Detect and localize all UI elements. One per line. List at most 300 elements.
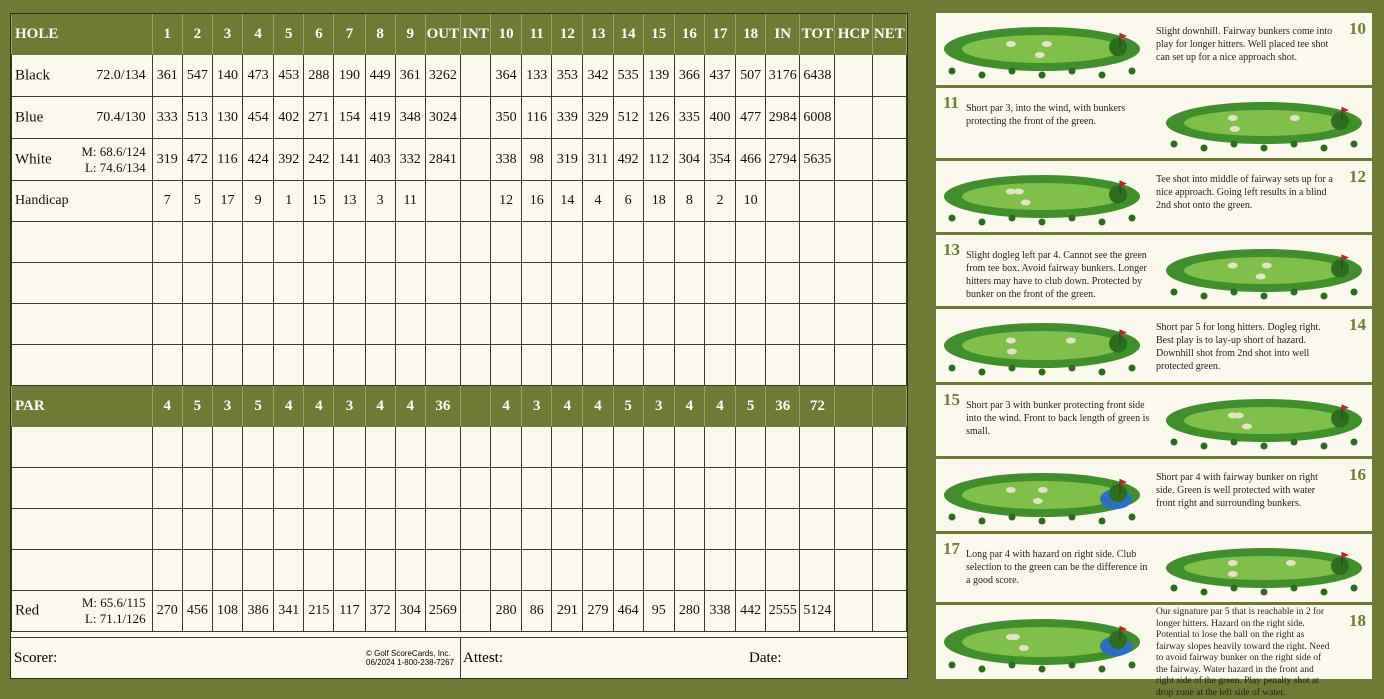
- score-entry-cell[interactable]: [212, 550, 242, 591]
- score-entry-cell[interactable]: [425, 427, 460, 468]
- score-entry-cell[interactable]: [152, 304, 182, 345]
- score-entry-cell[interactable]: [212, 345, 242, 386]
- score-entry-cell[interactable]: [674, 427, 704, 468]
- score-entry-cell[interactable]: [395, 550, 425, 591]
- score-entry-cell[interactable]: [182, 304, 212, 345]
- score-entry-cell[interactable]: [800, 304, 835, 345]
- score-entry-cell[interactable]: [334, 222, 365, 263]
- player-row-5: [12, 427, 907, 468]
- score-entry-cell[interactable]: [212, 304, 242, 345]
- score-entry-cell[interactable]: [835, 550, 872, 591]
- score-entry-cell[interactable]: [613, 468, 643, 509]
- score-entry-cell[interactable]: [274, 263, 304, 304]
- score-entry-cell[interactable]: [552, 304, 583, 345]
- hole-number-6: 6: [304, 15, 334, 55]
- yardage-cell: 424: [243, 139, 274, 181]
- tee-label-red: [12, 591, 153, 632]
- score-entry-cell[interactable]: [583, 345, 613, 386]
- score-entry-cell[interactable]: [425, 345, 460, 386]
- score-entry-cell[interactable]: [395, 468, 425, 509]
- score-entry-cell[interactable]: [522, 263, 552, 304]
- score-entry-cell[interactable]: [460, 550, 490, 591]
- hole-number-16: 16: [674, 15, 704, 55]
- score-entry-cell[interactable]: [491, 304, 522, 345]
- score-entry-cell[interactable]: [425, 468, 460, 509]
- score-entry-cell[interactable]: [800, 263, 835, 304]
- score-entry-cell[interactable]: [552, 509, 583, 550]
- score-entry-cell[interactable]: [800, 550, 835, 591]
- in-label: IN: [766, 15, 800, 55]
- score-entry-cell[interactable]: [491, 550, 522, 591]
- hole-panel-17: [936, 534, 1372, 602]
- score-entry-cell[interactable]: [643, 263, 674, 304]
- hcp-cell: [835, 139, 872, 181]
- hcp-cell: [835, 591, 872, 632]
- handicap-cell: 8: [674, 181, 704, 222]
- score-entry-cell[interactable]: [613, 263, 643, 304]
- player-name-cell[interactable]: [12, 468, 153, 509]
- score-entry-cell[interactable]: [583, 468, 613, 509]
- score-entry-cell[interactable]: [704, 222, 735, 263]
- score-entry-cell[interactable]: [152, 427, 182, 468]
- tee-rating: [81, 144, 145, 176]
- score-entry-cell[interactable]: [643, 550, 674, 591]
- score-entry-cell[interactable]: [674, 222, 704, 263]
- net-cell: [872, 97, 906, 139]
- scorecard: [10, 13, 908, 679]
- handicap-cell: 7: [152, 181, 182, 222]
- net-cell: [872, 386, 906, 427]
- player-name-cell[interactable]: [12, 263, 153, 304]
- handicap-cell: 13: [334, 181, 365, 222]
- score-entry-cell[interactable]: [643, 345, 674, 386]
- score-entry-cell[interactable]: [835, 509, 872, 550]
- yardage-cell: 400: [704, 97, 735, 139]
- handicap-cell: 2: [704, 181, 735, 222]
- score-entry-cell[interactable]: [425, 263, 460, 304]
- score-entry-cell[interactable]: [643, 509, 674, 550]
- score-entry-cell[interactable]: [736, 468, 766, 509]
- par-cell: 5: [736, 386, 766, 427]
- par-cell: 3: [522, 386, 552, 427]
- score-entry-cell[interactable]: [491, 345, 522, 386]
- score-entry-cell[interactable]: [365, 509, 395, 550]
- score-entry-cell[interactable]: [491, 222, 522, 263]
- par-cell: 4: [583, 386, 613, 427]
- net-cell: [872, 181, 906, 222]
- score-entry-cell[interactable]: [522, 304, 552, 345]
- score-entry-cell[interactable]: [425, 550, 460, 591]
- score-entry-cell[interactable]: [212, 509, 242, 550]
- par-cell: 4: [152, 386, 182, 427]
- score-entry-cell[interactable]: [182, 263, 212, 304]
- yardage-cell: 350: [491, 97, 522, 139]
- yardage-cell: 280: [491, 591, 522, 632]
- score-entry-cell[interactable]: [460, 427, 490, 468]
- score-entry-cell[interactable]: [334, 468, 365, 509]
- score-entry-cell[interactable]: [872, 304, 906, 345]
- score-entry-cell[interactable]: [552, 222, 583, 263]
- score-entry-cell[interactable]: [736, 427, 766, 468]
- yardage-cell: 108: [212, 591, 242, 632]
- hole-panel-18: [936, 605, 1372, 698]
- score-entry-cell[interactable]: [152, 345, 182, 386]
- score-entry-cell[interactable]: [212, 222, 242, 263]
- score-entry-cell[interactable]: [674, 468, 704, 509]
- yardage-cell: 116: [522, 97, 552, 139]
- score-entry-cell[interactable]: [182, 345, 212, 386]
- score-entry-cell[interactable]: [674, 304, 704, 345]
- score-entry-cell[interactable]: [304, 427, 334, 468]
- score-entry-cell[interactable]: [460, 345, 490, 386]
- score-entry-cell[interactable]: [274, 509, 304, 550]
- score-entry-cell[interactable]: [583, 263, 613, 304]
- score-entry-cell[interactable]: [182, 509, 212, 550]
- score-entry-cell[interactable]: [182, 468, 212, 509]
- score-entry-cell[interactable]: [152, 550, 182, 591]
- player-name-cell[interactable]: [12, 550, 153, 591]
- score-entry-cell[interactable]: [243, 468, 274, 509]
- tee-row-white: [12, 139, 907, 181]
- score-entry-cell[interactable]: [212, 468, 242, 509]
- yardage-cell: 333: [152, 97, 182, 139]
- score-entry-cell[interactable]: [835, 304, 872, 345]
- hole-description: Short par 3, into the wind, with bunkers protecting the front of the green.: [966, 103, 1126, 127]
- score-entry-cell[interactable]: [152, 509, 182, 550]
- player-name-cell[interactable]: [12, 509, 153, 550]
- score-entry-cell[interactable]: [704, 345, 735, 386]
- score-entry-cell[interactable]: [460, 509, 490, 550]
- score-entry-cell[interactable]: [835, 427, 872, 468]
- par-cell: 4: [552, 386, 583, 427]
- hole-number: 16: [1349, 465, 1366, 484]
- hole-map-icon: [1160, 235, 1368, 306]
- score-entry-cell[interactable]: [643, 427, 674, 468]
- score-entry-cell[interactable]: [460, 222, 490, 263]
- score-entry-cell[interactable]: [674, 263, 704, 304]
- score-entry-cell[interactable]: [674, 550, 704, 591]
- score-entry-cell[interactable]: [835, 468, 872, 509]
- score-entry-cell[interactable]: [182, 427, 212, 468]
- score-entry-cell[interactable]: [460, 263, 490, 304]
- score-entry-cell[interactable]: [274, 427, 304, 468]
- score-entry-cell[interactable]: [613, 509, 643, 550]
- score-entry-cell[interactable]: [274, 550, 304, 591]
- hcp-cell: [835, 97, 872, 139]
- score-entry-cell[interactable]: [835, 222, 872, 263]
- hole-number-18: 18: [736, 15, 766, 55]
- score-entry-cell[interactable]: [243, 263, 274, 304]
- score-entry-cell[interactable]: [674, 509, 704, 550]
- score-entry-cell[interactable]: [182, 550, 212, 591]
- score-entry-cell[interactable]: [522, 427, 552, 468]
- score-entry-cell[interactable]: [522, 222, 552, 263]
- score-entry-cell[interactable]: [274, 468, 304, 509]
- score-entry-cell[interactable]: [872, 509, 906, 550]
- score-entry-cell[interactable]: [583, 427, 613, 468]
- score-entry-cell[interactable]: [304, 263, 334, 304]
- score-entry-cell[interactable]: [395, 222, 425, 263]
- score-entry-cell[interactable]: [800, 222, 835, 263]
- score-entry-cell[interactable]: [243, 427, 274, 468]
- score-entry-cell[interactable]: [613, 304, 643, 345]
- score-entry-cell[interactable]: [212, 427, 242, 468]
- score-entry-cell[interactable]: [766, 468, 800, 509]
- score-entry-cell[interactable]: [243, 509, 274, 550]
- score-entry-cell[interactable]: [460, 468, 490, 509]
- player-row-4: [12, 345, 907, 386]
- score-entry-cell[interactable]: [395, 509, 425, 550]
- score-entry-cell[interactable]: [583, 222, 613, 263]
- score-entry-cell[interactable]: [365, 263, 395, 304]
- score-entry-cell[interactable]: [425, 304, 460, 345]
- yardage-cell: 154: [334, 97, 365, 139]
- player-name-cell[interactable]: [12, 304, 153, 345]
- tee-row-blue: [12, 97, 907, 139]
- score-entry-cell[interactable]: [395, 345, 425, 386]
- score-entry-cell[interactable]: [460, 304, 490, 345]
- score-entry-cell[interactable]: [643, 304, 674, 345]
- score-entry-cell[interactable]: [872, 222, 906, 263]
- score-entry-cell[interactable]: [800, 468, 835, 509]
- player-row-6: [12, 468, 907, 509]
- score-entry-cell[interactable]: [800, 427, 835, 468]
- yardage-cell: 319: [152, 139, 182, 181]
- handicap-cell: 1: [274, 181, 304, 222]
- score-entry-cell[interactable]: [243, 550, 274, 591]
- score-entry-cell[interactable]: [395, 263, 425, 304]
- yardage-cell: 98: [522, 139, 552, 181]
- hole-number: 14: [1349, 315, 1366, 334]
- score-entry-cell[interactable]: [872, 263, 906, 304]
- score-entry-cell[interactable]: [552, 550, 583, 591]
- score-entry-cell[interactable]: [491, 427, 522, 468]
- score-entry-cell[interactable]: [613, 427, 643, 468]
- ladies-rating: L: 74.6/134: [84, 159, 146, 175]
- score-entry-cell[interactable]: [872, 550, 906, 591]
- score-entry-cell[interactable]: [800, 345, 835, 386]
- score-entry-cell[interactable]: [152, 222, 182, 263]
- yardage-cell: 353: [552, 55, 583, 97]
- int-cell: [460, 181, 490, 222]
- score-entry-cell[interactable]: [766, 263, 800, 304]
- score-entry-cell[interactable]: [736, 222, 766, 263]
- yardage-cell: 95: [643, 591, 674, 632]
- score-entry-cell[interactable]: [365, 304, 395, 345]
- score-entry-cell[interactable]: [491, 509, 522, 550]
- out-cell: [425, 181, 460, 222]
- yardage-cell: 535: [613, 55, 643, 97]
- score-entry-cell[interactable]: [736, 345, 766, 386]
- score-entry-cell[interactable]: [835, 345, 872, 386]
- score-entry-cell[interactable]: [704, 304, 735, 345]
- score-entry-cell[interactable]: [491, 468, 522, 509]
- yardage-cell: 304: [395, 591, 425, 632]
- yardage-cell: 319: [552, 139, 583, 181]
- player-name-cell[interactable]: [12, 222, 153, 263]
- par-cell: 4: [674, 386, 704, 427]
- score-entry-cell[interactable]: [334, 509, 365, 550]
- score-entry-cell[interactable]: [522, 550, 552, 591]
- score-entry-cell[interactable]: [613, 222, 643, 263]
- score-entry-cell[interactable]: [613, 345, 643, 386]
- hole-description: Short par 3 with bunker protecting front side into the wind. Front to back length of green is small.: [966, 400, 1150, 437]
- score-entry-cell[interactable]: [704, 550, 735, 591]
- score-entry-cell[interactable]: [304, 304, 334, 345]
- score-entry-cell[interactable]: [835, 263, 872, 304]
- tot-total: 6008: [800, 97, 835, 139]
- hole-number-12: 12: [552, 15, 583, 55]
- score-entry-cell[interactable]: [182, 222, 212, 263]
- yardage-cell: 364: [491, 55, 522, 97]
- yardage-cell: 456: [182, 591, 212, 632]
- score-entry-cell[interactable]: [704, 263, 735, 304]
- in-cell: [766, 181, 800, 222]
- score-entry-cell[interactable]: [274, 304, 304, 345]
- tot-cell: [800, 181, 835, 222]
- header-row: [12, 15, 907, 55]
- score-entry-cell[interactable]: [736, 550, 766, 591]
- score-entry-cell[interactable]: [872, 468, 906, 509]
- score-entry-cell[interactable]: [583, 509, 613, 550]
- score-entry-cell[interactable]: [425, 222, 460, 263]
- score-entry-cell[interactable]: [583, 304, 613, 345]
- yardage-cell: 361: [395, 55, 425, 97]
- score-entry-cell[interactable]: [395, 427, 425, 468]
- score-entry-cell[interactable]: [552, 345, 583, 386]
- handicap-cell: 5: [182, 181, 212, 222]
- score-entry-cell[interactable]: [365, 550, 395, 591]
- score-entry-cell[interactable]: [736, 304, 766, 345]
- score-entry-cell[interactable]: [674, 345, 704, 386]
- score-entry-cell[interactable]: [274, 345, 304, 386]
- tot-label: TOT: [800, 15, 835, 55]
- score-entry-cell[interactable]: [522, 345, 552, 386]
- score-entry-cell[interactable]: [304, 345, 334, 386]
- score-entry-cell[interactable]: [243, 304, 274, 345]
- score-entry-cell[interactable]: [365, 222, 395, 263]
- score-entry-cell[interactable]: [736, 509, 766, 550]
- hole-descriptions-panel: [936, 13, 1372, 698]
- yardage-cell: 477: [736, 97, 766, 139]
- copyright-line-1: © Golf ScoreCards, Inc.: [366, 649, 451, 658]
- hole-number-17: 17: [704, 15, 735, 55]
- score-entry-cell[interactable]: [152, 263, 182, 304]
- hole-number-11: 11: [522, 15, 552, 55]
- score-entry-cell[interactable]: [613, 550, 643, 591]
- hole-description: Tee shot into middle of fairway sets up for a nice approach. Going left results in a blind 2nd shot onto the green.: [1156, 174, 1333, 211]
- score-entry-cell[interactable]: [304, 550, 334, 591]
- score-entry-cell[interactable]: [643, 468, 674, 509]
- score-entry-cell[interactable]: [766, 550, 800, 591]
- hole-map-icon: [1160, 534, 1368, 602]
- out-total: 2841: [425, 139, 460, 181]
- score-entry-cell[interactable]: [334, 304, 365, 345]
- score-entry-cell[interactable]: [552, 263, 583, 304]
- hole-map-icon: [938, 459, 1146, 531]
- score-entry-cell[interactable]: [872, 345, 906, 386]
- score-entry-cell[interactable]: [395, 304, 425, 345]
- score-entry-cell[interactable]: [304, 222, 334, 263]
- score-entry-cell[interactable]: [334, 550, 365, 591]
- score-entry-cell[interactable]: [274, 222, 304, 263]
- hole-number: 11: [943, 93, 960, 112]
- yardage-cell: 271: [304, 97, 334, 139]
- score-entry-cell[interactable]: [365, 427, 395, 468]
- score-entry-cell[interactable]: [522, 509, 552, 550]
- score-entry-cell[interactable]: [766, 222, 800, 263]
- score-entry-cell[interactable]: [304, 509, 334, 550]
- score-entry-cell[interactable]: [766, 427, 800, 468]
- hole-description: Long par 4 with hazard on right side. Club selection to the green can be the difference in a good score.: [966, 549, 1148, 586]
- copyright-line-2: 06/2024 1-800-238-7267: [366, 658, 455, 667]
- score-entry-cell[interactable]: [766, 509, 800, 550]
- out-label: OUT: [425, 15, 460, 55]
- score-entry-cell[interactable]: [334, 427, 365, 468]
- yardage-cell: 288: [304, 55, 334, 97]
- score-entry-cell[interactable]: [872, 427, 906, 468]
- score-entry-cell[interactable]: [704, 509, 735, 550]
- yardage-cell: 437: [704, 55, 735, 97]
- out-total: 3262: [425, 55, 460, 97]
- score-entry-cell[interactable]: [522, 468, 552, 509]
- score-entry-cell[interactable]: [491, 263, 522, 304]
- hole-number-4: 4: [243, 15, 274, 55]
- score-entry-cell[interactable]: [704, 468, 735, 509]
- score-entry-cell[interactable]: [365, 345, 395, 386]
- yardage-cell: 215: [304, 591, 334, 632]
- int-cell: [460, 386, 490, 427]
- yardage-cell: 473: [243, 55, 274, 97]
- score-entry-cell[interactable]: [643, 222, 674, 263]
- handicap-cell: 14: [552, 181, 583, 222]
- score-entry-cell[interactable]: [334, 345, 365, 386]
- score-entry-cell[interactable]: [243, 222, 274, 263]
- score-entry-cell[interactable]: [583, 550, 613, 591]
- score-entry-cell[interactable]: [766, 345, 800, 386]
- par-cell: 4: [365, 386, 395, 427]
- score-entry-cell[interactable]: [152, 468, 182, 509]
- score-entry-cell[interactable]: [334, 263, 365, 304]
- hole-map-icon: [938, 605, 1146, 679]
- score-entry-cell[interactable]: [365, 468, 395, 509]
- hole-number-9: 9: [395, 15, 425, 55]
- in-total: 2794: [766, 139, 800, 181]
- score-entry-cell[interactable]: [304, 468, 334, 509]
- par-cell: 4: [274, 386, 304, 427]
- score-entry-cell[interactable]: [736, 263, 766, 304]
- score-entry-cell[interactable]: [552, 427, 583, 468]
- score-entry-cell[interactable]: [800, 509, 835, 550]
- yardage-cell: 335: [674, 97, 704, 139]
- score-entry-cell[interactable]: [243, 345, 274, 386]
- score-entry-cell[interactable]: [552, 468, 583, 509]
- par-label: PAR: [12, 386, 153, 427]
- score-entry-cell[interactable]: [212, 263, 242, 304]
- yardage-cell: 449: [365, 55, 395, 97]
- player-name-cell[interactable]: [12, 345, 153, 386]
- handicap-cell: 17: [212, 181, 242, 222]
- copyright-note: [366, 649, 454, 667]
- hole-number-14: 14: [613, 15, 643, 55]
- score-entry-cell[interactable]: [766, 304, 800, 345]
- player-row-8: [12, 550, 907, 591]
- score-entry-cell[interactable]: [704, 427, 735, 468]
- yardage-cell: 512: [613, 97, 643, 139]
- tee-name: White: [15, 151, 52, 167]
- score-entry-cell[interactable]: [425, 509, 460, 550]
- player-name-cell[interactable]: [12, 427, 153, 468]
